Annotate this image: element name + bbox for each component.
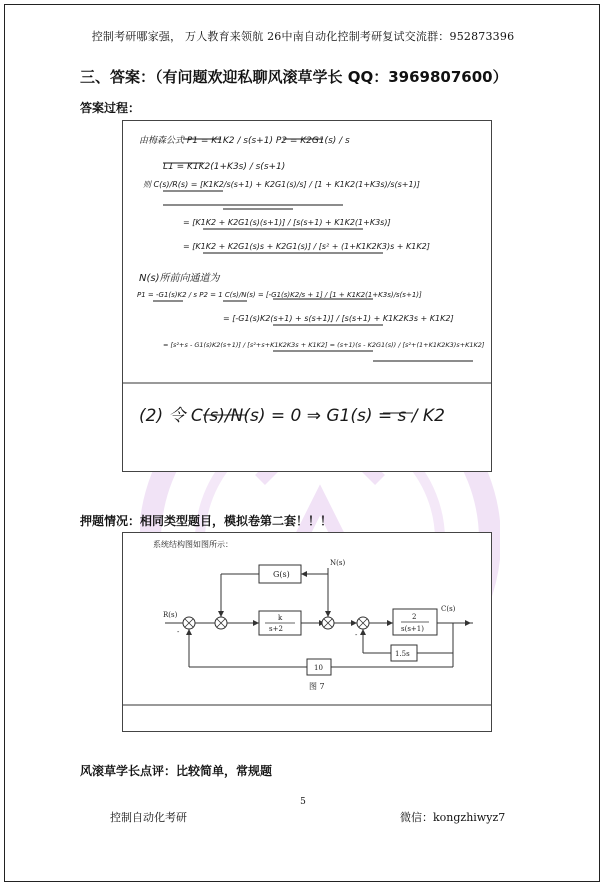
section-title xyxy=(80,66,508,87)
hw-line-3: 则 C(s)/R(s) = [K1K2/s(s+1) + K2G1(s)/s] / [1 + K1K2(1+K3s)/s(s+1)] xyxy=(143,180,420,189)
block-G-label: G(s) xyxy=(273,570,290,579)
hw-line-2: L1 = K1K2(1+K3s) / s(s+1) xyxy=(163,162,286,172)
input-R-label: R(s) xyxy=(163,611,178,619)
block-rate-label: 1.5s xyxy=(395,650,410,658)
figure-label: 图 7 xyxy=(309,682,325,691)
block-plant-den: s(s+1) xyxy=(401,625,424,633)
hw-line-4: = [K1K2 + K2G1(s)(s+1)] / [s(s+1) + K1K2(1+K3s)] xyxy=(183,218,391,227)
footer-right: 微信：kongzhiwyz7 xyxy=(400,811,506,824)
hw-line-8: = [-G1(s)K2(s+1) + s(s+1)] / [s(s+1) + K1K2K3s + K1K2] xyxy=(223,314,454,323)
hw-line-7: P1 = -G1(s)K2 / s P2 = 1 C(s)/N(s) = [-G1(s)K2/s + 1] / [1 + K1K2(1+K3s)/s(s+1)] xyxy=(137,291,422,299)
diagram-box xyxy=(122,532,492,732)
page-number: 5 xyxy=(300,797,306,807)
output-C-label: C(s) xyxy=(441,605,456,613)
block-k-num: k xyxy=(278,614,283,622)
diagram-caption: 系统结构图如图所示： xyxy=(153,540,233,549)
footer-left: 控制自动化考研 xyxy=(110,811,187,824)
block-diagram xyxy=(123,533,491,731)
answer-label: 答案过程： xyxy=(80,101,141,115)
press-label: 押题情况：相同类型题目，模拟卷第二套！！！ xyxy=(80,514,333,528)
comment-text: 风滚草学长点评：比较简单，常规题 xyxy=(80,764,273,778)
hw-line-9: = [s²+s - G1(s)K2(s+1)] / [s²+s+K1K2K3s + K1K2] = (s+1)(s - K2G1(s)) / [s²+(1+K1K2K3)s+K1K2] xyxy=(163,341,485,349)
handwritten-answer-box xyxy=(122,120,492,472)
hw-line-1: 由梅森公式 P1 = K1K2 / s(s+1) P2 = K2G1(s) / s xyxy=(139,136,350,146)
section-title-note: （有问题欢迎私聊风滚草学长 QQ：3969807600） xyxy=(155,68,508,86)
block-fb-label: 10 xyxy=(314,664,323,672)
block-plant-num: 2 xyxy=(412,613,417,621)
page-header: 控制考研哪家强， 万人教育来领航 26中南自动化控制考研复试交流群：952873396 xyxy=(91,30,515,43)
handwritten-answer-image xyxy=(123,121,491,471)
block-k-den: s+2 xyxy=(269,625,283,633)
transfer-blocks xyxy=(259,565,437,675)
minus-sign-2: - xyxy=(355,631,358,639)
hw-line-5: = [K1K2 + K2G1(s)s + K2G1(s)] / [s² + (1+K1K2K3)s + K1K2] xyxy=(183,242,430,251)
section-title-prefix: 三、答案： xyxy=(80,68,156,86)
disturbance-N-label: N(s) xyxy=(330,559,346,567)
minus-sign-1: - xyxy=(177,628,180,636)
hw-line-6: N(s)所前向通道为 xyxy=(139,273,220,284)
hw-line-10: (2) 令 C(s)/N(s) = 0 ⇒ G1(s) = s / K2 xyxy=(139,406,445,426)
